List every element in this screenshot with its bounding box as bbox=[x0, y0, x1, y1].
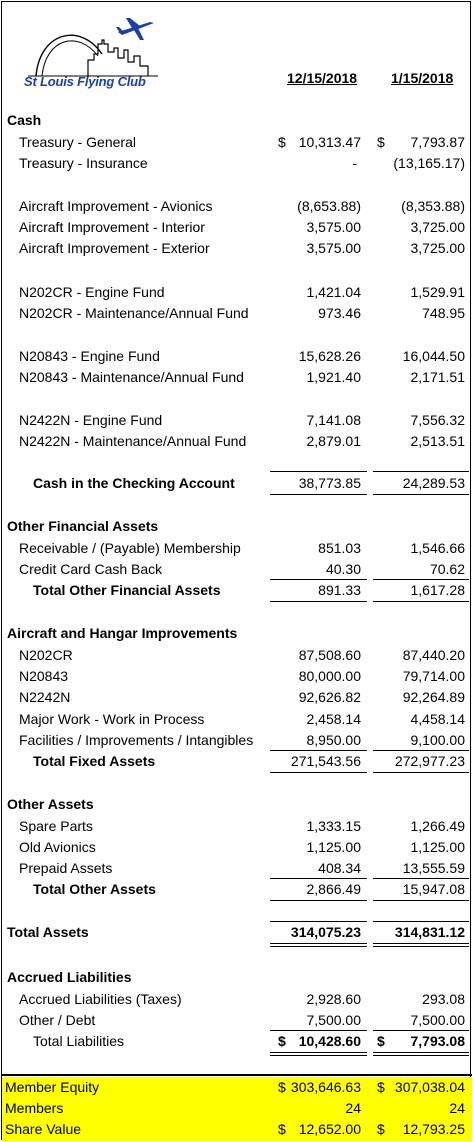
currency-symbol: $ bbox=[377, 1033, 385, 1049]
divider bbox=[373, 772, 469, 773]
table-row: Aircraft Improvement - Exterior 3,575.00 3,725.00 bbox=[19, 240, 465, 256]
divider bbox=[270, 900, 367, 901]
section-heading-other-assets: Other Assets bbox=[7, 796, 94, 812]
summary-divider bbox=[2, 1074, 472, 1076]
table-row: Receivable / (Payable) Membership 851.03 1,546.66 bbox=[19, 540, 465, 556]
balance-sheet bbox=[1, 1, 471, 1140]
divider bbox=[270, 494, 367, 495]
table-row: Other / Debt 7,500.00 7,500.00 bbox=[19, 1012, 465, 1028]
section-heading-cash: Cash bbox=[7, 112, 42, 128]
currency-symbol: $ bbox=[278, 1121, 286, 1137]
table-row: Old Avionics 1,125.00 1,125.00 bbox=[19, 839, 465, 855]
currency-symbol: $ bbox=[377, 134, 385, 150]
currency-symbol: $ bbox=[377, 1121, 385, 1137]
divider bbox=[373, 1055, 469, 1056]
logo-text: St Louis Flying Club bbox=[24, 74, 146, 89]
divider bbox=[270, 1052, 367, 1053]
divider bbox=[373, 946, 469, 947]
currency-symbol: $ bbox=[278, 1033, 286, 1049]
member-equity-row: Member Equity $ 303,646.63 $ 307,038.04 bbox=[2, 1077, 472, 1098]
table-row: Accrued Liabilities (Taxes) 2,928.60 293.08 bbox=[19, 991, 465, 1007]
share-value-row: Share Value $ 12,652.00 $ 12,793.25 bbox=[2, 1119, 472, 1140]
table-row: N2422N - Engine Fund 7,141.08 7,556.32 bbox=[19, 412, 465, 428]
column-header-2: 1/15/2018 bbox=[391, 70, 454, 86]
table-row: Aircraft Improvement - Interior 3,575.00 3,725.00 bbox=[19, 219, 465, 235]
table-row: N20843 80,000.00 79,714.00 bbox=[19, 668, 465, 684]
table-row: N202CR 87,508.60 87,440.20 bbox=[19, 647, 465, 663]
subtotal-row: Total Liabilities $ 10,428.60 $ 7,793.08 bbox=[2, 1031, 472, 1052]
table-row: Treasury - General $ 10,313.47 $ 7,793.87 bbox=[2, 132, 472, 153]
divider bbox=[270, 946, 367, 947]
column-header-1: 12/15/2018 bbox=[287, 70, 358, 86]
table-row: N202CR - Maintenance/Annual Fund 973.46 748.95 bbox=[19, 305, 465, 321]
currency-symbol: $ bbox=[278, 1079, 286, 1095]
divider bbox=[270, 772, 367, 773]
table-row: N202CR - Engine Fund 1,421.04 1,529.91 bbox=[19, 284, 465, 300]
divider bbox=[270, 601, 367, 602]
table-row: Prepaid Assets 408.34 13,555.59 bbox=[19, 860, 465, 876]
subtotal-row: Total Other Assets 2,866.49 15,947.08 bbox=[33, 881, 465, 897]
table-row: Treasury - Insurance - (13,165.17) bbox=[19, 155, 465, 171]
club-logo bbox=[18, 14, 168, 98]
divider bbox=[373, 900, 469, 901]
divider bbox=[373, 494, 469, 495]
table-row: N2422N - Maintenance/Annual Fund 2,879.01 2,513.51 bbox=[19, 433, 465, 449]
members-row: Members 24 24 bbox=[5, 1100, 465, 1116]
divider bbox=[373, 943, 469, 944]
currency-symbol: $ bbox=[377, 1079, 385, 1095]
table-row: Credit Card Cash Back 40.30 70.62 bbox=[19, 561, 465, 577]
subtotal-row: Total Other Financial Assets 891.33 1,617.28 bbox=[33, 582, 465, 598]
section-heading-liabilities: Accrued Liabilities bbox=[7, 969, 132, 985]
divider bbox=[373, 1052, 469, 1053]
table-row: Spare Parts 1,333.15 1,266.49 bbox=[19, 818, 465, 834]
table-row: N2242N 92,626.82 92,264.89 bbox=[19, 689, 465, 705]
divider bbox=[270, 471, 367, 472]
divider bbox=[373, 601, 469, 602]
table-row: Major Work - Work in Process 2,458.14 4,458.14 bbox=[19, 711, 465, 727]
table-row: Facilities / Improvements / Intangibles 8,950.00 9,100.00 bbox=[19, 732, 465, 748]
table-row: Aircraft Improvement - Avionics (8,653.88) (8,353.88) bbox=[19, 198, 465, 214]
subtotal-row: Total Fixed Assets 271,543.56 272,977.23 bbox=[33, 753, 465, 769]
divider bbox=[270, 1055, 367, 1056]
table-row: N20843 - Engine Fund 15,628.26 16,044.50 bbox=[19, 348, 465, 364]
currency-symbol: $ bbox=[278, 134, 286, 150]
section-heading-aircraft: Aircraft and Hangar Improvements bbox=[7, 625, 238, 641]
divider bbox=[270, 943, 367, 944]
section-heading-other-financial: Other Financial Assets bbox=[7, 518, 159, 534]
subtotal-row: Cash in the Checking Account 38,773.85 24,289.53 bbox=[33, 475, 465, 491]
total-assets-row: Total Assets 314,075.23 314,831.12 bbox=[7, 924, 465, 940]
table-row: N20843 - Maintenance/Annual Fund 1,921.40 2,171.51 bbox=[19, 369, 465, 385]
logo-graphic-icon bbox=[18, 14, 168, 78]
divider bbox=[373, 471, 469, 472]
